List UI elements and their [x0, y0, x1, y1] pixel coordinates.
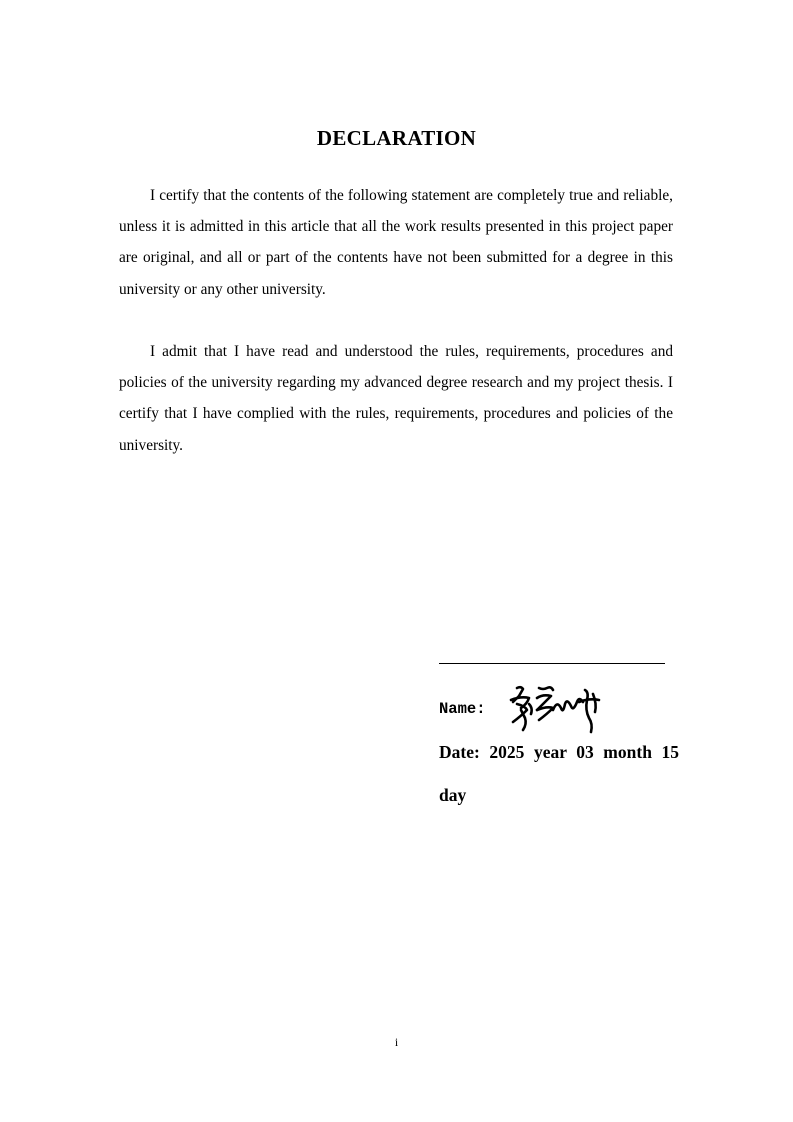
paragraph-certify: I certify that the contents of the following statement are completely true and reliable, unless it is admitted in this article that all the work results presented in this project paper are original, and all or part of the contents have not been submitted for a degree in this university or any other university. [119, 187, 673, 298]
name-row [439, 680, 679, 736]
page-number: i [394, 1035, 399, 1049]
declaration-title: DECLARATION [316, 126, 477, 150]
date-text: Date: 2025 year 03 month 15 day [439, 742, 679, 805]
signature-line [439, 663, 665, 664]
paragraph-admit: I admit that I have read and understood the rules, requirements, procedures and policies of the university regarding my advanced degree research and my project thesis. I certify that I have complied with the rules, requirements, procedures and policies of the university. [119, 343, 673, 454]
name-label: Name: [439, 700, 486, 718]
handwritten-signature-icon [507, 680, 607, 736]
